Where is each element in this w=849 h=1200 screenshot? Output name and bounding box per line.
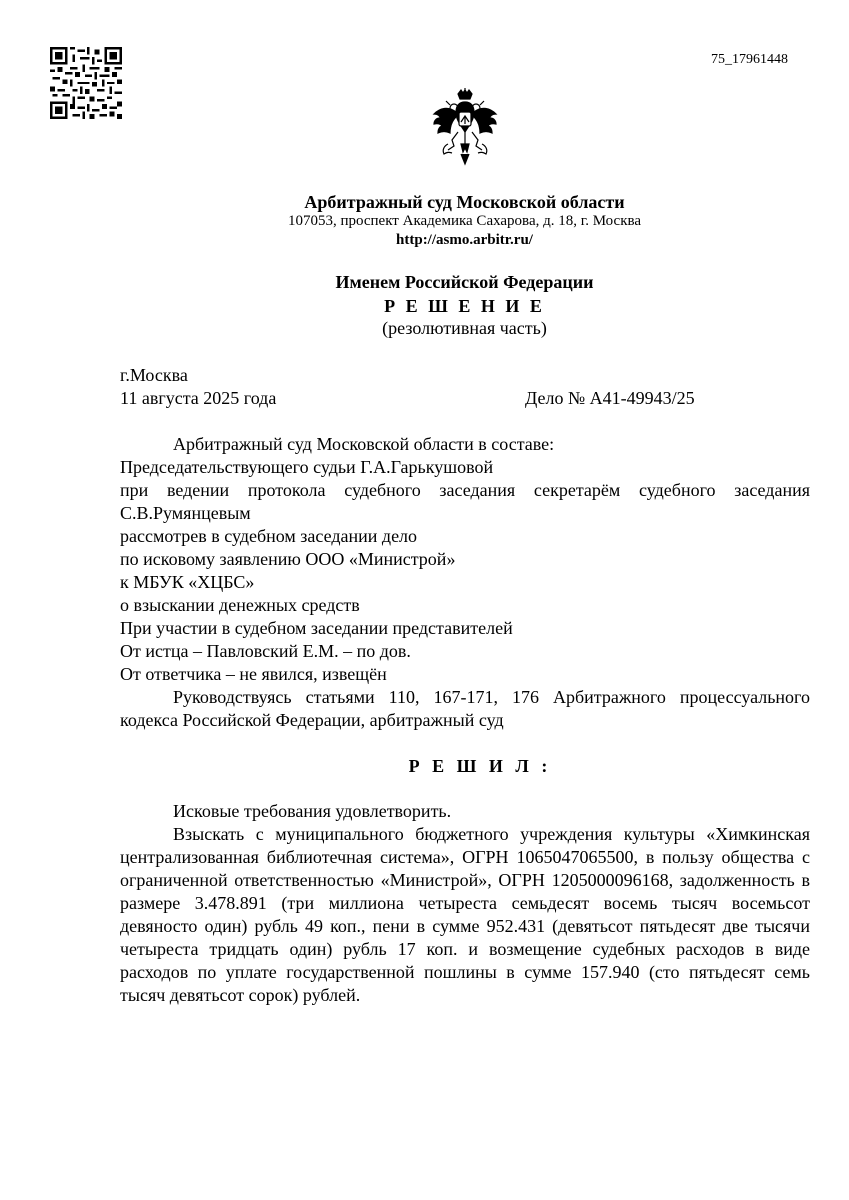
- decision-subtitle: (резолютивная часть): [382, 318, 547, 338]
- legal-basis: Руководствуясь статьями 110, 167-171, 176 Арбитражного процессуального кодекса Российской Федерации, арбитражный суд: [120, 687, 810, 730]
- qr-code: [50, 46, 122, 120]
- court-name: Арбитражный суд Московской области: [304, 192, 625, 212]
- claim-subject: о взыскании денежных средств: [120, 595, 360, 615]
- participants-heading: При участии в судебном заседании представителей: [120, 618, 513, 638]
- decision-date: 11 августа 2025 года: [120, 388, 277, 408]
- plaintiff-representative: От истца – Павловский Е.М. – по дов.: [120, 641, 411, 661]
- court-url: http://asmo.arbitr.ru/: [396, 232, 533, 248]
- city: г.Москва: [120, 365, 188, 385]
- secretary-name: С.В.Румянцевым: [120, 503, 251, 523]
- ruling-block: [120, 800, 810, 1007]
- defendant-representative: От ответчика – не явился, извещён: [120, 664, 387, 684]
- composition-block: [120, 433, 810, 732]
- ruling-paragraph-2: Взыскать с муниципального бюджетного учреждения культуры «Химкинская централизованная библиотечная система», ОГРН 1065047065500, в пользу общества с ограниченной ответственностью «Министрой», ОГРН 1205000096168, задолженность в размере 3.478.891 (три миллиона четыреста семьдесят восемь тысяч восемьсот девяносто один) рубль 49 коп., пени в сумме 952.431 (девятьсот пятьдесят две тысячи четыреста тридцать один) рубль 17 коп. и возмещение судебных расходов в виде расходов по уплате государственной пошлины в сумме 157.940 (сто пятьдесят семь тысяч девятьсот сорок) рублей.: [120, 824, 810, 1005]
- case-number: Дело № А41-49943/25: [525, 388, 695, 408]
- ruling-paragraph-1: Исковые требования удовлетворить.: [173, 801, 452, 821]
- court-address: 107053, проспект Академика Сахарова, д. 18, г. Москва: [287, 213, 642, 229]
- secretary-line: при ведении протокола судебного заседания секретарём судебного заседания: [120, 480, 810, 500]
- decision-title: Р Е Ш Е Н И Е: [384, 296, 545, 316]
- claim-plaintiff: по исковому заявлению ООО «Министрой»: [120, 549, 456, 569]
- resolved-heading: Р Е Ш И Л :: [408, 756, 552, 776]
- presiding-judge: Председательствующего судьи Г.А.Гарькушовой: [120, 457, 494, 477]
- claim-defendant: к МБУК «ХЦБС»: [120, 572, 255, 592]
- coat-of-arms-icon: [428, 88, 502, 168]
- case-considered: рассмотрев в судебном заседании дело: [120, 526, 418, 546]
- in-name-heading: Именем Российской Федерации: [335, 272, 594, 292]
- composition-line: Арбитражный суд Московской области в составе:: [173, 434, 555, 454]
- document-id: 75_17961448: [711, 52, 788, 67]
